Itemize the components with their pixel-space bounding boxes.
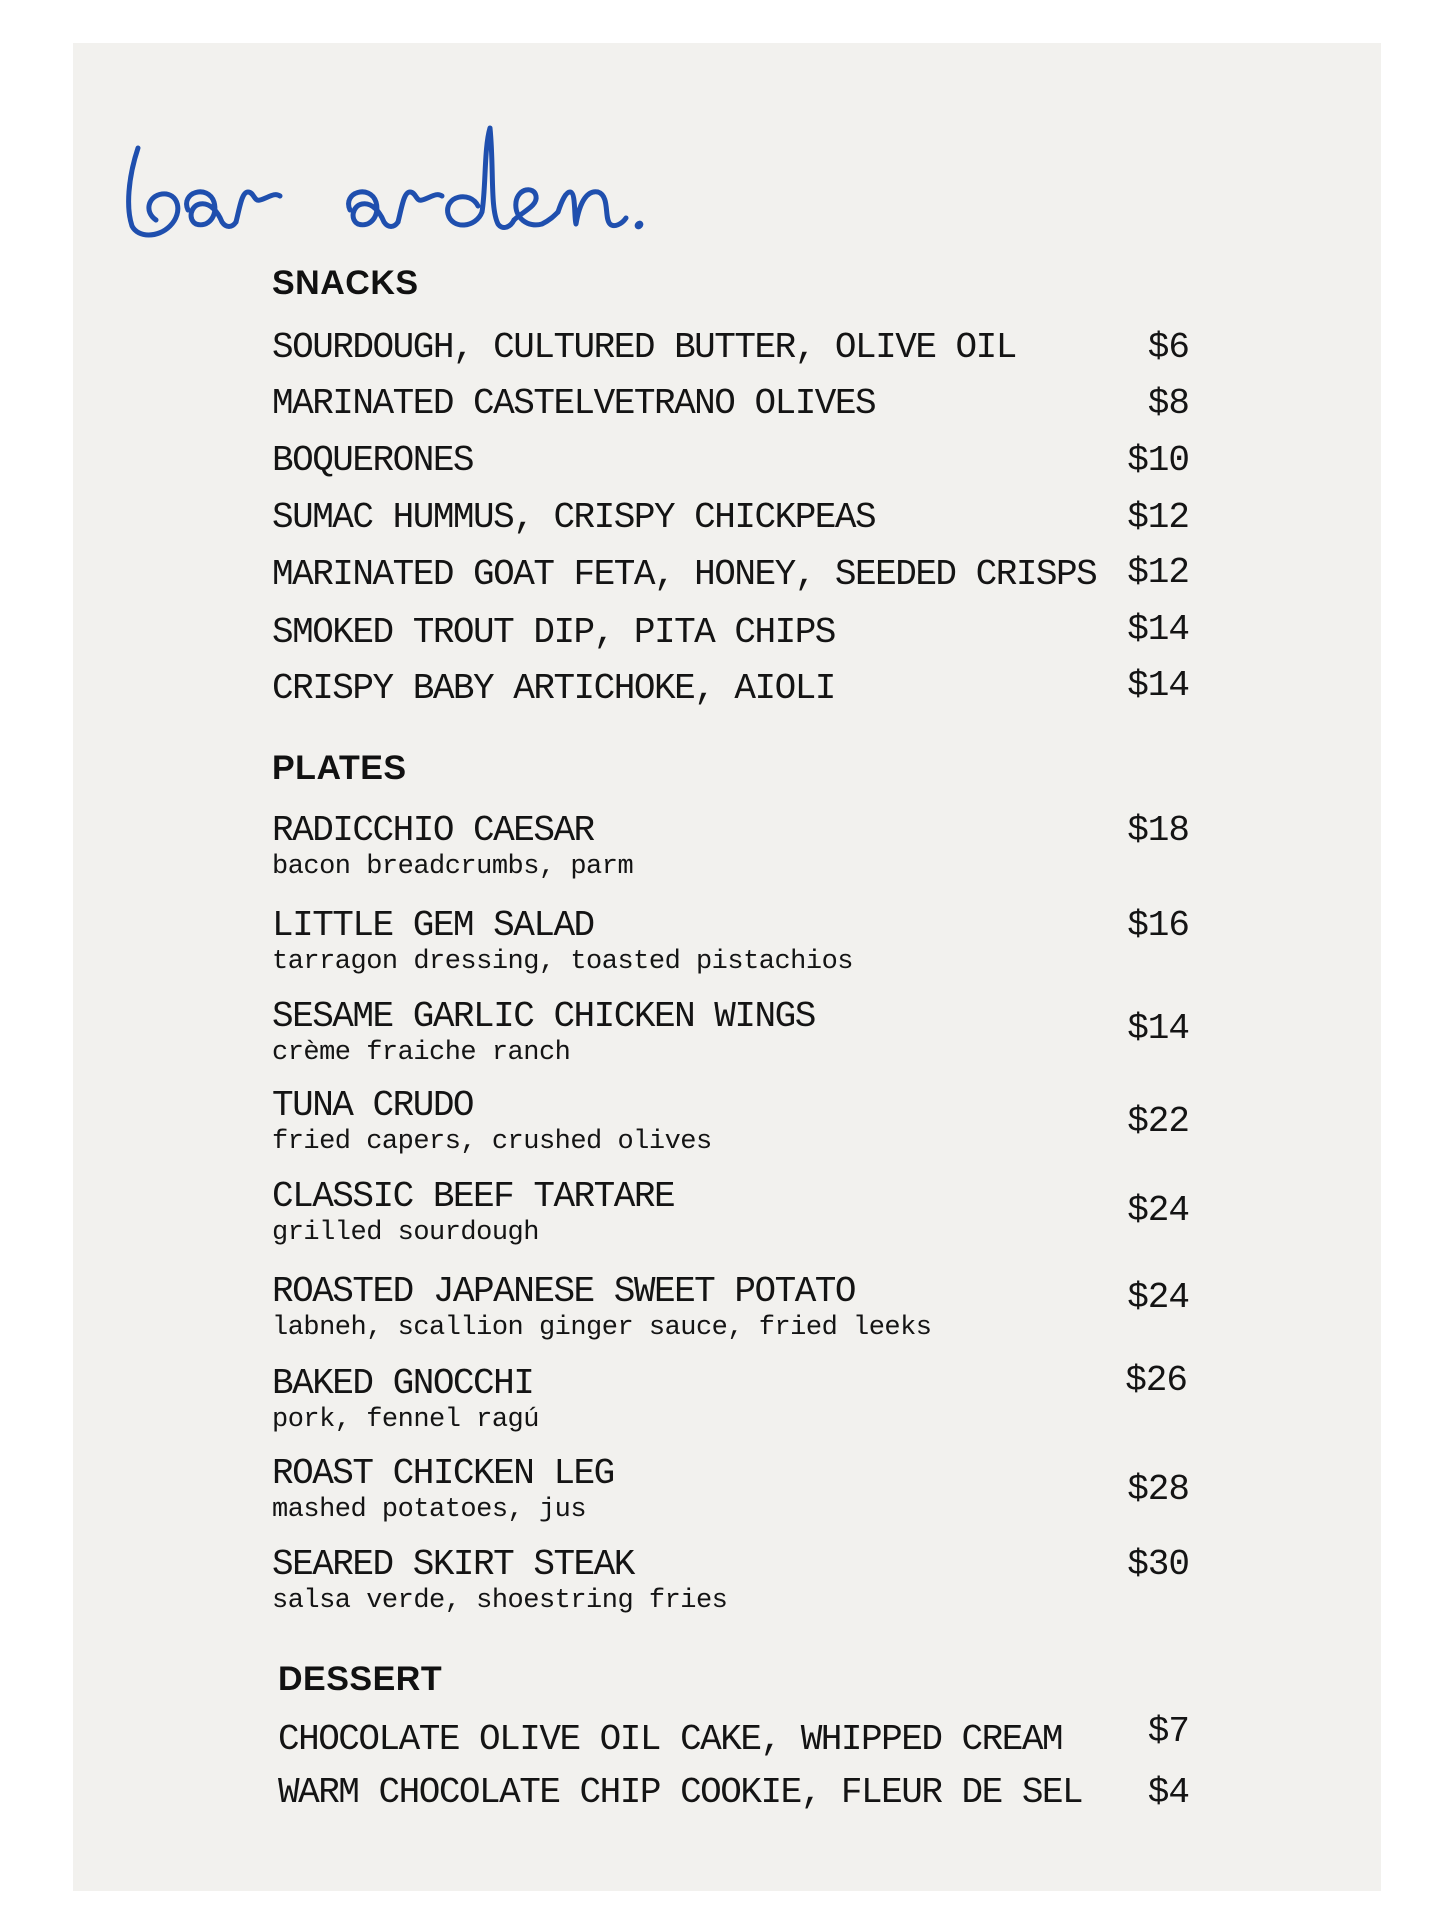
menu-item xyxy=(278,1720,1062,1760)
menu-item-price: $10 xyxy=(1127,440,1189,481)
menu-item xyxy=(272,906,853,978)
menu-item-price: $14 xyxy=(1127,665,1189,706)
menu-item-price: $22 xyxy=(1127,1101,1189,1142)
menu-item-price: $14 xyxy=(1127,1008,1189,1049)
menu-item-name: CLASSIC BEEF TARTARE xyxy=(272,1176,675,1217)
menu-item xyxy=(272,328,1016,368)
menu-item-description: pork, fennel ragú xyxy=(272,1405,539,1435)
menu-item-name: CRISPY BABY ARTICHOKE, AIOLI xyxy=(272,668,835,709)
menu-item-price: $16 xyxy=(1127,905,1189,946)
menu-item-price: $7 xyxy=(1147,1711,1189,1752)
menu-item-name: BAKED GNOCCHI xyxy=(272,1363,534,1404)
menu-item-description: mashed potatoes, jus xyxy=(272,1495,587,1525)
menu-item-name: WARM CHOCOLATE CHIP COOKIE, FLEUR DE SEL xyxy=(278,1772,1083,1813)
menu-item-name: MARINATED CASTELVETRANO OLIVES xyxy=(272,383,876,424)
menu-item-price: $24 xyxy=(1127,1190,1189,1231)
menu-item xyxy=(272,1364,539,1436)
menu-item-name: CHOCOLATE OLIVE OIL CAKE, WHIPPED CREAM xyxy=(278,1719,1063,1760)
menu-item-name: RADICCHIO CAESAR xyxy=(272,810,594,851)
menu-item xyxy=(272,555,1096,595)
menu-item xyxy=(272,811,633,883)
menu-item xyxy=(272,1545,727,1617)
menu-item-name: LITTLE GEM SALAD xyxy=(272,905,594,946)
menu-item-name: SEARED SKIRT STEAK xyxy=(272,1544,634,1585)
menu-item-price: $14 xyxy=(1127,609,1189,650)
bar-arden-logo xyxy=(118,88,678,238)
menu-item-name: MARINATED GOAT FETA, HONEY, SEEDED CRISPS xyxy=(272,554,1097,595)
menu-item xyxy=(272,441,473,481)
menu-item-price: $28 xyxy=(1127,1469,1189,1510)
menu-item-name: ROASTED JAPANESE SWEET POTATO xyxy=(272,1271,856,1312)
menu-item-name: SUMAC HUMMUS, CRISPY CHICKPEAS xyxy=(272,497,876,538)
menu-item-price: $18 xyxy=(1127,810,1189,851)
menu-item xyxy=(272,1177,674,1249)
menu-item-name: ROAST CHICKEN LEG xyxy=(272,1453,614,1494)
menu-item-price: $8 xyxy=(1147,383,1189,424)
menu-item-description: crème fraiche ranch xyxy=(272,1038,571,1068)
menu-item-description: fried capers, crushed olives xyxy=(272,1127,712,1157)
section-title-snacks: SNACKS xyxy=(272,264,419,302)
menu-item-description: bacon breadcrumbs, parm xyxy=(272,852,634,882)
menu-item xyxy=(272,1272,932,1344)
menu-item-price: $26 xyxy=(1125,1360,1187,1401)
menu-item-name: SOURDOUGH, CULTURED BUTTER, OLIVE OIL xyxy=(272,327,1016,368)
section-title-plates: PLATES xyxy=(272,749,407,787)
menu-item-price: $6 xyxy=(1147,327,1189,368)
menu-item xyxy=(272,1454,614,1526)
menu-item xyxy=(272,669,835,709)
menu-item-price: $24 xyxy=(1127,1277,1189,1318)
menu-item xyxy=(272,498,875,538)
menu-item-description: tarragon dressing, toasted pistachios xyxy=(272,947,853,977)
menu-item-price: $12 xyxy=(1127,497,1189,538)
menu-item-name: TUNA CRUDO xyxy=(272,1085,474,1126)
menu-item-name: BOQUERONES xyxy=(272,440,474,481)
menu-item xyxy=(272,997,815,1069)
menu-item xyxy=(278,1773,1082,1813)
menu-item-description: salsa verde, shoestring fries xyxy=(272,1586,728,1616)
section-title-dessert: DESSERT xyxy=(278,1660,443,1698)
menu-item xyxy=(272,613,835,653)
menu-item xyxy=(272,1086,712,1158)
menu-item-description: labneh, scallion ginger sauce, fried leeks xyxy=(272,1313,932,1343)
menu-item-price: $12 xyxy=(1127,552,1189,593)
menu-item xyxy=(272,384,875,424)
menu-item-description: grilled sourdough xyxy=(272,1218,539,1248)
menu-item-name: SMOKED TROUT DIP, PITA CHIPS xyxy=(272,612,835,653)
menu-item-name: SESAME GARLIC CHICKEN WINGS xyxy=(272,996,815,1037)
menu-item-price: $30 xyxy=(1127,1544,1189,1585)
menu-item-price: $4 xyxy=(1147,1772,1189,1813)
